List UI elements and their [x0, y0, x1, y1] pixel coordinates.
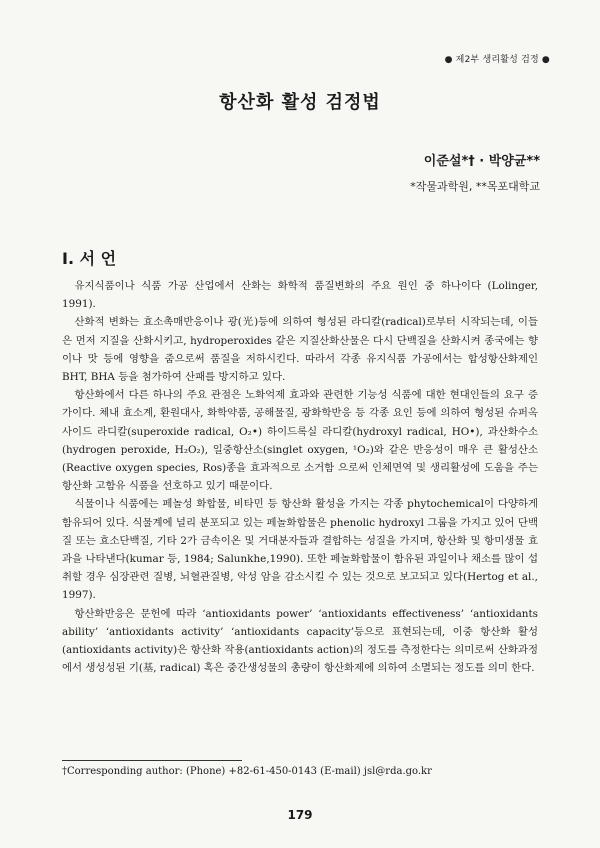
paragraph: 산화적 변화는 효소촉매반응이나 광(光)등에 의하여 형성된 라디칼(radical)로부터 시작되는데, 이들은 먼저 지질을 산화시키고, hydroperoxides 같은 지질산화산물은 다시 단백질을 산화시켜 종국에는 향이나 맛 등에 영향을 줌으로써 품질을 저하시킨다. 따라서 각종 유지식품 가공에서는 합성항산화제인 BHT, BHA 등을 첨가하여 산패를 방지하고 있다.: [62, 316, 538, 384]
paragraph: 식물이나 식품에는 페놀성 화합물, 비타민 등 항산화 활성을 가지는 각종 phytochemical이 다양하게 함유되어 있다. 식물계에 널리 분포되고 있는 페놀화합물은 phenolic hydroxyl 그룹을 가지고 있어 단백질 또는 효소단백질, 기타 2가 금속이온 및 거대분자들과 결합하는 성질을 가지며, 항산화 및 항미생물 효과을 나타낸다(kumar 등, 1984; Salunkhe,1990). 또한 페놀화합물이 함유된 과일이나 채소를 많이 섭취할 경우 심장관련 질병, 뇌혈관질병, 악성 암을 감소시킬 수 있는 것으로 보고되고 있다(Hertog et al., 1997).: [62, 498, 538, 602]
footnote-rule: [62, 760, 242, 761]
running-header: ● 제2부 생리활성 검정 ●: [444, 55, 550, 65]
paragraph: 유지식품이나 식품 가공 산업에서 산화는 화학적 품질변화의 주요 원인 중 하나이다 (Lolinger, 1991).: [62, 280, 538, 311]
paragraph: 항산화반응은 문헌에 따라 ‘antioxidants power’ ‘antioxidants effectiveness’ ‘antioxidants ability’ ‘antioxidants activity’ ‘antioxidants capacity’등으로 표현되는데, 이중 항산화 활성(antioxidants activity)은 항산화 작용(antioxidants action)의 정도를 측정한다는 의미로써 산화과정에서 생성성된 기(基, radical) 혹은 중간생성물의 총량이 항산화제에 의하여 소멸되는 정도를 의미 한다.: [62, 607, 538, 675]
paragraph: 항산화에서 다른 하나의 주요 관점은 노화억제 효과와 관련한 기능성 식품에 대한 현대인들의 요구 증가이다. 체내 효소계, 환원대사, 화학약품, 공해물질, 광화학반응 등 각종 요인 등에 의하여 형성된 슈퍼옥사이드 라디칼(superoxide radical, O₂•) 하이드록실 라디칼(hydroxyl radical, HO•), 과산화수소(hydrogen peroxide, H₂O₂), 일중항산소(singlet oxygen, ¹O₂)와 같은 반응성이 매우 큰 활성산소(Reactive oxygen species, Ros)종을 효과적으로 소거함 으로써 인체면역 및 생리활성에 도움을 주는 항산화 고함유 식품을 선호하고 있기 때문이다.: [62, 389, 538, 493]
page-title: 항산화 활성 검정법: [219, 92, 381, 113]
body-text: [62, 277, 538, 677]
affiliations: *작물과학원, **목포대학교: [410, 180, 540, 193]
footnote: †Corresponding author: (Phone) +82-61-450-0143 (E-mail) jsl@rda.go.kr: [62, 766, 432, 777]
authors: 이준설*† · 박양균**: [423, 154, 540, 169]
page-number: 179: [287, 808, 313, 822]
section-heading: I. 서 언: [62, 249, 117, 268]
